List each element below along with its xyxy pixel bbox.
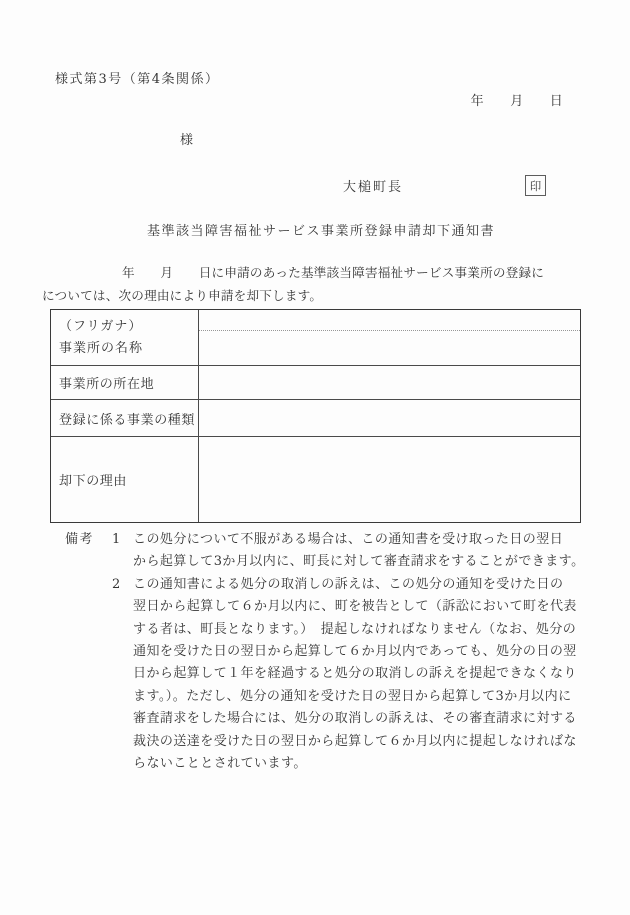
table-row-service-type [51, 399, 580, 436]
remarks-line: 日から起算して１年を経過すると処分の取消しの訴えを提起できなくなり [133, 666, 577, 682]
row-label-rejection-reason [51, 437, 199, 522]
furigana-write-area [199, 310, 580, 331]
remark-item-number: 1 [112, 532, 121, 547]
remarks-line: 通知を受けた日の翌日から起算して６か月以内であっても、処分の日の翌 [133, 644, 577, 660]
remarks-line: 2 この通知書による処分の取消しの訴えは、この処分の通知を受けた日の [112, 574, 585, 596]
table-row-name [51, 310, 580, 365]
seal-mark: 印 [529, 178, 542, 193]
row-label-service-type [51, 400, 199, 436]
remarks-line: 翌日から起算して６か月以内に、町を被告として（訴訟において町を代表 [133, 599, 577, 615]
form-number: 様式第3号（第4条関係） [55, 72, 220, 87]
remark-item-number: 2 [112, 576, 121, 592]
table-row-rejection-reason [51, 436, 580, 522]
remarks-line: らないこととされています。 [133, 756, 307, 772]
remarks-line: 審査請求をした場合には、処分の取消しの訴えは、その審査請求に対する [133, 711, 577, 727]
label-office-address: 事業所の所在地 [59, 377, 155, 392]
value-service-type [199, 400, 580, 436]
label-service-type: 登録に係る事業の種類 [59, 412, 196, 428]
intro-paragraph-line2: については、次の理由により申請を却下します。 [42, 288, 323, 303]
remarks-line: ます。）。ただし、処分の通知を受けた日の翌日から起算して3か月以内に [133, 688, 572, 704]
remarks-lines [112, 529, 585, 775]
value-rejection-reason [199, 437, 580, 522]
remarks-line: から起算して3か月以内に、町長に対して審査請求をすることができます。 [133, 554, 585, 570]
application-info-table [50, 309, 581, 523]
row-label-address [51, 366, 199, 399]
remarks-line: する者は、町長となります。） 提起しなければなりません（なお、処分の [133, 621, 577, 637]
value-office-name [199, 310, 580, 365]
value-office-address [199, 366, 580, 399]
seal-box [525, 175, 546, 196]
table-row-address [51, 365, 580, 399]
remarks-section [65, 529, 585, 775]
label-furigana: （フリガナ） [59, 319, 143, 334]
label-office-name: 事業所の名称 [59, 341, 144, 356]
remarks-line: 裁決の送達を受けた日の翌日から起算して６か月以内に提起しなければな [133, 733, 577, 749]
remarks-line: 1 この処分について不服がある場合は、この通知書を受け取った日の翌日 [112, 529, 585, 551]
remarks-label: 備考 [65, 532, 95, 547]
addressee-suffix: 様 [180, 133, 195, 148]
document-title: 基準該当障害福祉サービス事業所登録申請却下通知書 [147, 224, 496, 239]
intro-paragraph-line1: 年 月 日に申請のあった基準該当障害福祉サービス事業所の登録に [122, 265, 545, 280]
label-rejection-reason: 却下の理由 [59, 474, 128, 489]
issuer-name: 大槌町長 [343, 180, 404, 195]
row-label-name [51, 310, 199, 365]
issue-date-placeholder: 年 月 日 [470, 94, 563, 109]
